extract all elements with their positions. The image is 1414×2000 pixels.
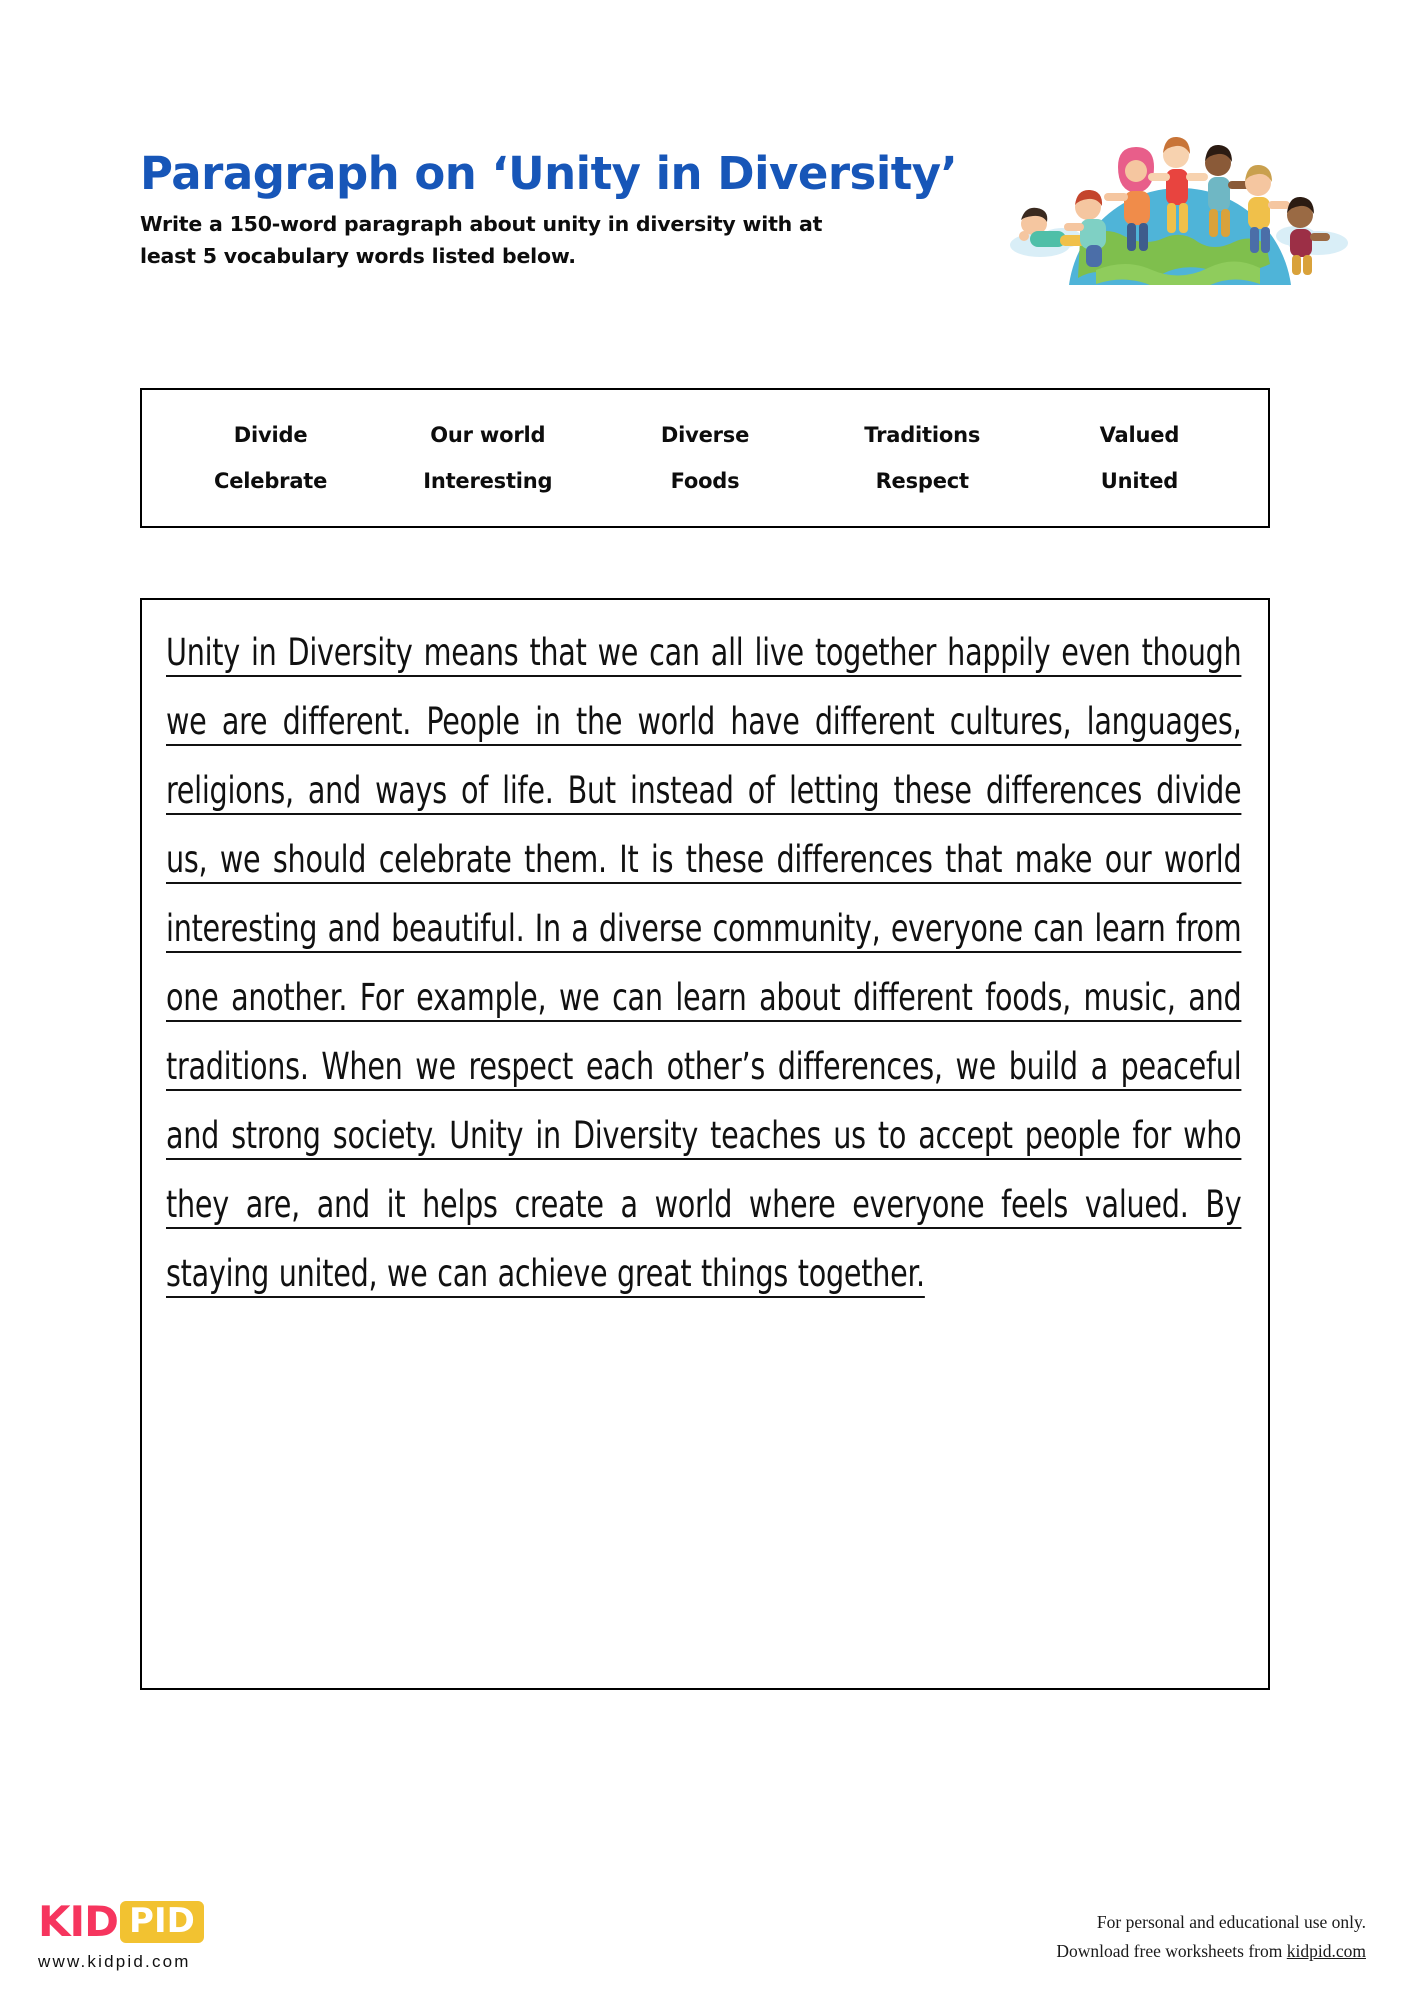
kidpid-logo — [38, 1898, 298, 1972]
vocabulary-word: United — [1100, 469, 1179, 493]
kidpid-link[interactable]: kidpid.com — [1286, 1940, 1366, 1961]
logo-pid-text: PID — [120, 1901, 204, 1943]
usage-notice-line-1: For personal and educational use only. — [1096, 1912, 1366, 1932]
children-on-globe-illustration — [1000, 95, 1360, 285]
vocabulary-word: Celebrate — [214, 469, 328, 493]
vocabulary-row — [142, 469, 1268, 493]
vocabulary-word-bank — [140, 388, 1270, 528]
answer-writing-area[interactable] — [140, 598, 1270, 1690]
vocabulary-word: Our world — [430, 423, 546, 447]
website-url: www.kidpid.com — [38, 1952, 191, 1971]
vocabulary-word: Diverse — [660, 423, 750, 447]
vocabulary-word: Divide — [233, 423, 308, 447]
logo-wordmark — [38, 1898, 298, 1946]
usage-notice — [1056, 1908, 1366, 1966]
instruction-text: Write a 150-word paragraph about unity in diversity with at least 5 vocabulary words listed below. — [140, 212, 823, 269]
vocabulary-word: Respect — [875, 469, 969, 493]
page-title: Paragraph on ‘Unity in Diversity’ — [140, 147, 958, 200]
logo-kid-text: KID — [38, 1897, 119, 1946]
usage-notice-line-2 — [1056, 1937, 1366, 1966]
vocabulary-row — [142, 423, 1268, 447]
download-prefix-text: Download free worksheets from — [1056, 1940, 1287, 1961]
vocabulary-word: Traditions — [864, 423, 981, 447]
vocabulary-word: Valued — [1099, 423, 1180, 447]
vocabulary-word: Interesting — [423, 469, 553, 493]
child-figure-7 — [1287, 197, 1330, 275]
vocabulary-word: Foods — [670, 469, 740, 493]
answer-paragraph-text: Unity in Diversity means that we can all live together happily even though we are different. People in the world have different cultures, languages, religions, and ways of life. But instead of letting these differences divide us, we should celebrate them. It is these differences that make our world interesting and beautiful. In a diverse community, everyone can learn from one another. For example, we can learn about different foods, music, and traditions. When we respect each other’s differences, we build a peaceful and strong society. Unity in Diversity teaches us to accept people for who they are, and it helps create a world where everyone feels valued. By staying united, we can achieve great things together. — [166, 631, 1242, 1295]
